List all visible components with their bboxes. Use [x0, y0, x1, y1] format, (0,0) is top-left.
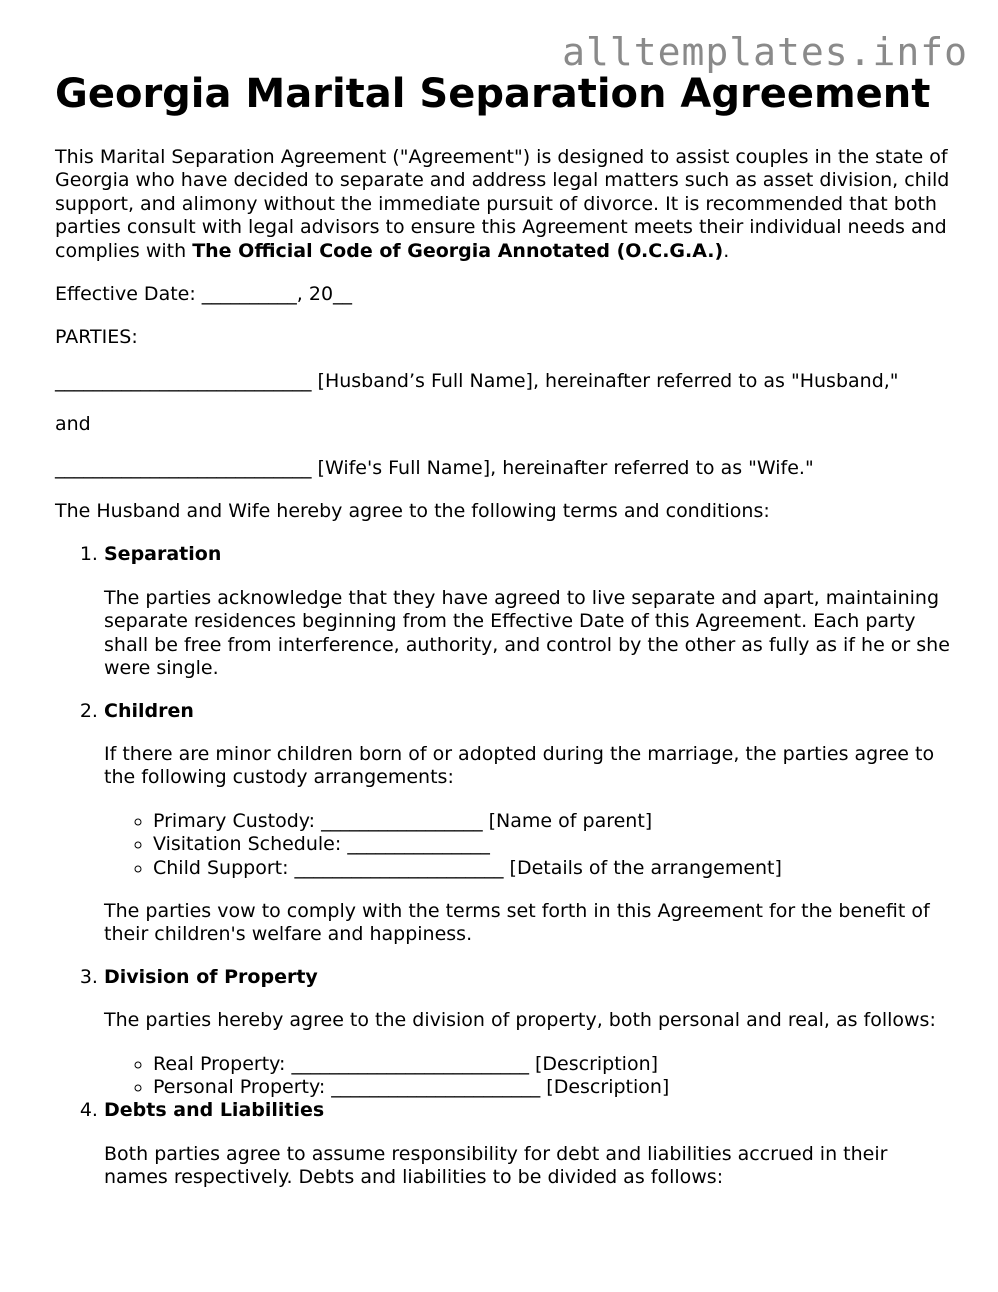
section-title: Separation: [104, 543, 222, 566]
parties-label: PARTIES:: [55, 326, 138, 349]
intro-text: This Marital Separation Agreement ("Agreement") is designed to assist couples in the state of Georgia who have decided to separate and address legal matters such as asset division, child support, and alimony without the immediate pursuit of divorce. It is recommended that both parties consult with legal advisors to ensure this Agreement meets their individual needs and complies with: [55, 146, 950, 262]
property-list: [104, 1053, 955, 1100]
section-children: [104, 700, 955, 947]
husband-line: ___________________________ [Husband’s Full Name], hereinafter referred to as "Husband,": [55, 369, 899, 392]
section-title: Division of Property: [104, 965, 318, 988]
section-paragraph: The parties vow to comply with the terms set forth in this Agreement for the benefit of their children's welfare and happiness.: [104, 899, 930, 946]
section-paragraph: Both parties agree to assume responsibility for debt and liabilities accrued in their names respectively. Debts and liabilities to be divided as follows:: [104, 1142, 888, 1189]
custody-list: [104, 810, 955, 880]
section-paragraph: The parties acknowledge that they have agreed to live separate and apart, maintaining separate residences beginning from the Effective Date of this Agreement. Each party shall be free from interference, authority, and control by the other as fully as if he or she were single.: [104, 586, 950, 680]
intro-paragraph: [55, 146, 955, 263]
list-item: ◦ Primary Custody: _________________ [Name of parent]: [153, 810, 955, 833]
watermark: alltemplates.info: [562, 30, 968, 74]
section-debts-and-liabilities: [104, 1099, 955, 1189]
section-paragraph: The parties hereby agree to the division of property, both personal and real, as follows:: [104, 1009, 936, 1032]
intro-bold-reference: The Official Code of Georgia Annotated (O.C.G.A.): [192, 239, 724, 262]
document-page: [55, 70, 955, 1190]
list-item: ◦ Personal Property: ______________________ [Description]: [153, 1076, 955, 1099]
section-title: Debts and Liabilities: [104, 1099, 325, 1122]
section-separation: [104, 543, 955, 680]
and-text: and: [55, 413, 91, 436]
section-division-of-property: [104, 966, 955, 1100]
list-item: ◦ Visitation Schedule: _______________: [153, 833, 955, 856]
agree-text: The Husband and Wife hereby agree to the following terms and conditions:: [55, 500, 770, 523]
wife-line: ___________________________ [Wife's Full Name], hereinafter referred to as "Wife.": [55, 456, 814, 479]
intro-end: .: [723, 239, 730, 262]
effective-date-line: Effective Date: __________, 20__: [55, 283, 353, 306]
document-title: Georgia Marital Separation Agreement: [55, 71, 931, 117]
sections-list: [55, 543, 955, 1189]
list-item: ◦ Child Support: ______________________ [Details of the arrangement]: [153, 857, 955, 880]
section-paragraph: If there are minor children born of or adopted during the marriage, the parties agree to the following custody arrangements:: [104, 742, 935, 789]
list-item: ◦ Real Property: _________________________ [Description]: [153, 1053, 955, 1076]
section-title: Children: [104, 699, 194, 722]
